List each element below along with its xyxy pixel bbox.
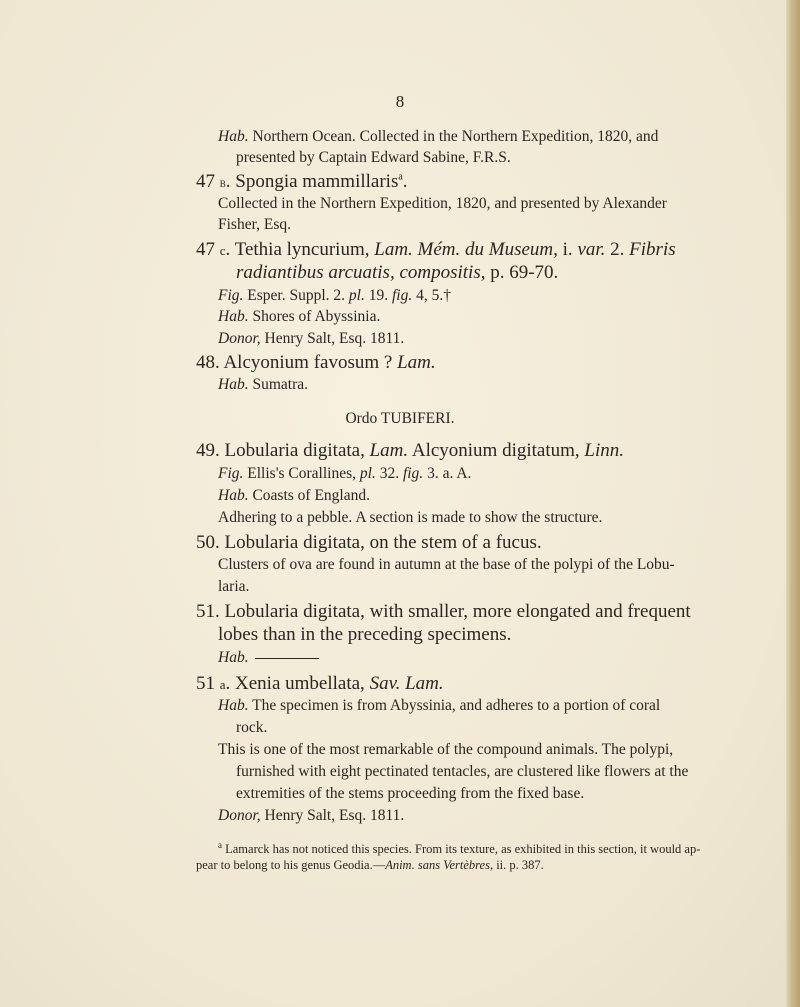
text-span: Northern Ocean. Collected in the Northern Expedition, 1820, and <box>248 128 659 145</box>
text-span: Henry Salt, Esq. 1811. <box>260 807 405 824</box>
authority: Sav. Lam. <box>369 673 444 694</box>
authority: Lam. <box>397 352 436 373</box>
text-italic: fig. <box>391 287 413 304</box>
text-span: 3. a. A. <box>423 465 472 482</box>
entry-heading-49 <box>196 440 624 462</box>
text-span: 4, 5. <box>412 287 444 304</box>
text-line: Clusters of ova are found in autumn at the base of the polypi of the Lobu- <box>218 556 675 573</box>
fig-label: Fig. <box>218 465 244 482</box>
species-name: . Tethia lyncurium, <box>225 239 375 260</box>
entry-letter: c <box>219 243 226 258</box>
text-line: extremities of the stems proceeding from the fixed base. <box>236 785 585 802</box>
text-span: Coasts of England. <box>248 487 370 504</box>
hab-label: Hab. <box>218 697 249 714</box>
footnote-ref: a <box>398 171 403 183</box>
text-line <box>218 376 308 394</box>
text-span: 2. <box>605 239 630 260</box>
hab-label: Hab. <box>218 649 249 666</box>
text-line: Adhering to a pebble. A section is made to show the structure. <box>218 509 603 526</box>
authority: Lam. Mém. du Museum, <box>374 239 558 260</box>
text-span: p. 69-70. <box>485 262 559 283</box>
text-line: This is one of the most remarkable of the compound animals. The polypi, <box>218 741 674 758</box>
dash-rule <box>255 658 319 659</box>
text-italic: pl. <box>359 465 376 482</box>
text-italic: radiantibus arcuatis, compositis, <box>236 262 486 283</box>
text-line <box>218 330 404 348</box>
dagger-mark: † <box>443 287 451 304</box>
text-line: laria. <box>218 578 250 595</box>
text-line: Collected in the Northern Expedition, 1820, and presented by Alexander <box>218 195 667 212</box>
text-span: 19. <box>364 287 392 304</box>
donor-label: Donor, <box>218 807 261 824</box>
authority: Lam. <box>369 440 409 461</box>
text-span: Lamarck has not noticed this species. From its texture, as exhibited in this section, it would ap- <box>222 842 701 857</box>
text-line <box>218 308 380 326</box>
species-name: 49. Lobularia digitata, <box>196 440 370 461</box>
text-line <box>218 465 471 483</box>
entry-number: 51 <box>196 673 220 694</box>
hab-label: Hab. <box>218 376 249 393</box>
text-span: Sumatra. <box>248 376 308 393</box>
text-line: lobes than in the preceding specimens. <box>218 624 512 645</box>
text-span: The specimen is from Abyssinia, and adheres to a portion of coral <box>248 697 661 714</box>
text-span: pear to belong to his genus Geodia.— <box>196 858 386 872</box>
text-line: presented by Captain Edward Sabine, F.R.S. <box>236 149 511 166</box>
entry-heading-48 <box>196 352 436 374</box>
entry-heading-50: 50. Lobularia digitata, on the stem of a fucus. <box>196 532 542 553</box>
text-span: 32. <box>375 465 403 482</box>
text-line: rock. <box>236 719 268 736</box>
authority: Linn. <box>584 440 625 461</box>
text-line <box>218 487 370 505</box>
species-name: . Spongia mammillaris <box>225 171 399 192</box>
entry-letter: a <box>219 677 226 692</box>
hab-label: Hab. <box>218 487 249 504</box>
text-span: i. <box>557 239 578 260</box>
species-name: . Xenia umbellata, <box>225 673 370 694</box>
text-italic: Fibris <box>629 239 676 260</box>
text-line <box>218 697 660 715</box>
text-line <box>218 807 404 825</box>
entry-number: 47 <box>196 239 220 260</box>
text-line <box>218 128 658 146</box>
hab-label: Hab. <box>218 128 249 145</box>
text-span: Shores of Abyssinia. <box>248 308 381 325</box>
entry-heading-47b <box>196 171 408 193</box>
entry-heading-47c <box>196 239 676 261</box>
text-span: Henry Salt, Esq. 1811. <box>260 330 405 347</box>
text-line: furnished with eight pectinated tentacles, are clustered like flowers at the <box>236 763 689 780</box>
text-line <box>218 287 451 305</box>
text-span: ii. p. 387. <box>493 858 544 872</box>
text-line <box>236 262 558 284</box>
text-italic: var. <box>577 239 606 260</box>
section-heading: Ordo TUBIFERI. <box>345 410 455 427</box>
text-span: Ellis's Corallines, <box>243 465 360 482</box>
text-italic: pl. <box>348 287 365 304</box>
footnote <box>218 840 700 857</box>
fig-label: Fig. <box>218 287 244 304</box>
entry-heading-51a <box>196 673 444 695</box>
text-span: . <box>402 171 408 192</box>
hab-label: Hab. <box>218 308 249 325</box>
footnote <box>196 858 544 873</box>
footnote-mark: a <box>218 840 222 850</box>
entry-letter: b <box>219 175 226 190</box>
text-line <box>218 649 319 667</box>
page-edge <box>786 0 800 1007</box>
page-number: 8 <box>395 92 405 111</box>
text-italic: Anim. sans Vertèbres, <box>385 858 494 872</box>
entry-number: 47 <box>196 171 220 192</box>
species-name: 48. Alcyonium favosum ? <box>196 352 398 373</box>
entry-heading-51: 51. Lobularia digitata, with smaller, more elongated and frequent <box>196 601 691 622</box>
text-span: Esper. Suppl. 2. <box>243 287 349 304</box>
text-line: Fisher, Esq. <box>218 216 292 233</box>
text-italic: fig. <box>402 465 424 482</box>
donor-label: Donor, <box>218 330 261 347</box>
species-name: Alcyonium digitatum, <box>408 440 585 461</box>
